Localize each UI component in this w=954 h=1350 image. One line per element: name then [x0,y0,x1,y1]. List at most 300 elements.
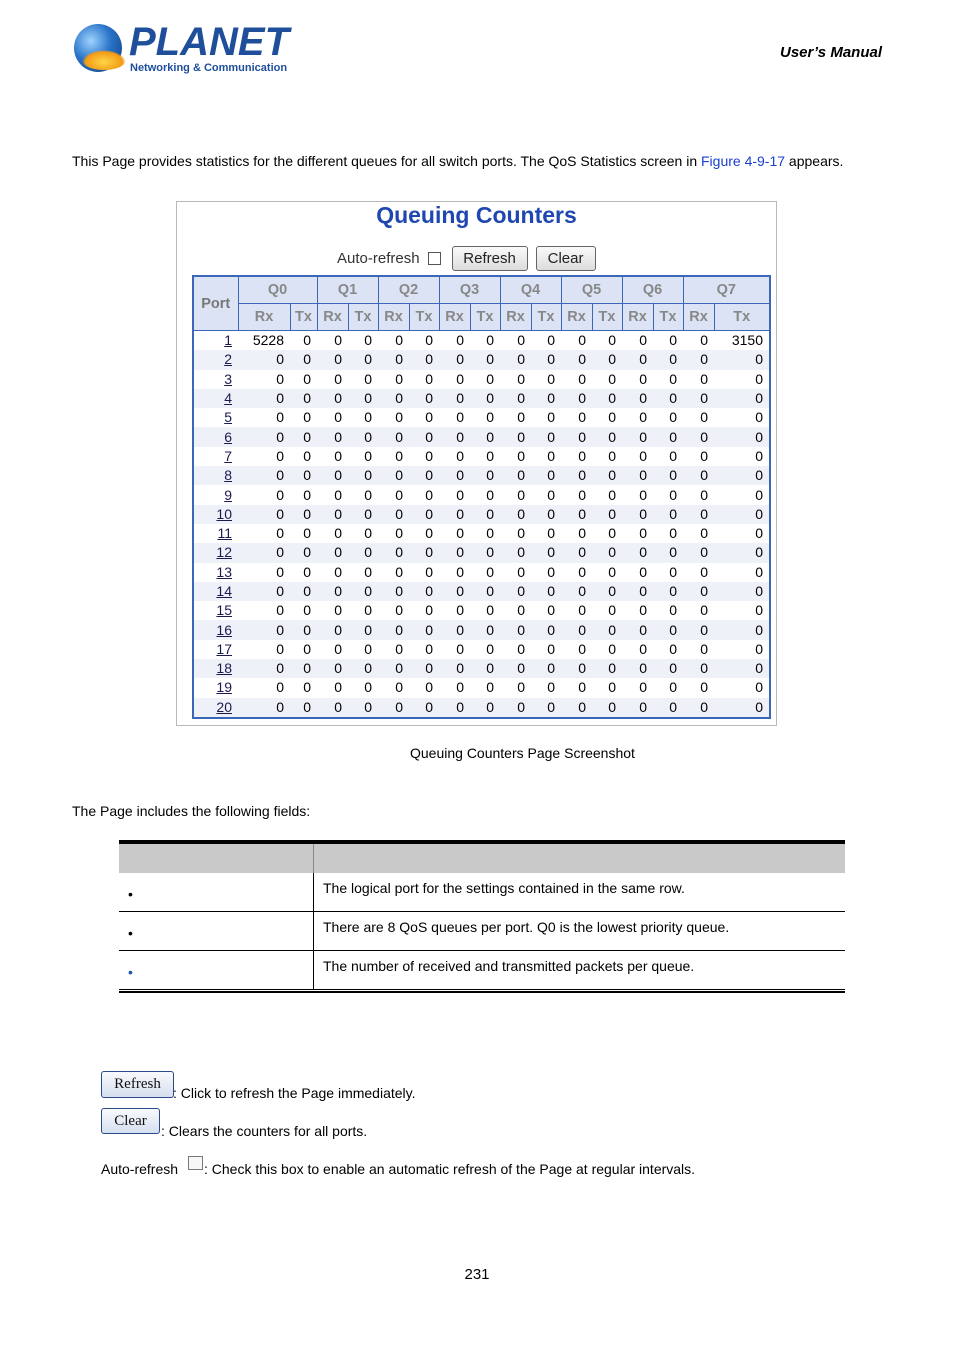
port-link[interactable]: 12 [216,544,232,561]
tx-value: 0 [348,485,378,504]
rx-value: 0 [238,563,290,582]
tx-header: Tx [653,304,683,331]
rx-value: 0 [317,350,348,369]
tx-value: 0 [409,543,439,562]
rx-value: 0 [561,370,592,389]
port-link[interactable]: 17 [216,640,232,657]
tx-value: 0 [290,408,317,427]
rx-value: 0 [500,447,531,466]
port-link[interactable]: 1 [224,332,232,349]
help-auto-refresh-label: Auto-refresh [101,1161,179,1177]
rx-value: 0 [378,505,409,524]
rx-value: 0 [238,640,290,659]
tx-value: 0 [592,370,622,389]
tx-value: 0 [409,563,439,582]
rx-value: 0 [439,524,470,543]
table-row [193,698,770,718]
tx-value: 0 [409,659,439,678]
tx-header: Tx [409,304,439,331]
panel-controls [337,245,604,271]
rx-value: 0 [683,427,714,446]
tx-value: 0 [290,698,317,718]
rx-value: 0 [378,389,409,408]
table-row [193,563,770,582]
rx-value: 0 [317,505,348,524]
rx-value: 0 [317,678,348,697]
rx-value: 0 [378,331,409,351]
rx-value: 0 [317,601,348,620]
tx-value: 0 [714,370,770,389]
rx-value: 0 [439,447,470,466]
manual-label: User’s Manual [780,44,882,61]
rx-value: 0 [317,698,348,718]
tx-value: 0 [653,563,683,582]
port-link[interactable]: 6 [224,428,232,445]
port-link[interactable]: 5 [224,409,232,426]
port-cell [193,505,238,524]
port-cell [193,678,238,697]
tx-value: 0 [714,466,770,485]
rx-value: 0 [238,698,290,718]
queue-header: Q0 [238,276,317,304]
tx-value: 0 [653,582,683,601]
tx-header: Tx [470,304,500,331]
rx-value: 0 [683,698,714,718]
help-clear-button[interactable]: Clear [101,1108,160,1134]
rx-value: 0 [561,389,592,408]
table-row [193,408,770,427]
port-link[interactable]: 8 [224,467,232,484]
tx-value: 0 [592,640,622,659]
tx-value: 0 [470,331,500,351]
tx-value: 0 [714,678,770,697]
tx-header: Tx [290,304,317,331]
rx-value: 0 [622,331,653,351]
help-auto-refresh-checkbox[interactable] [188,1156,203,1170]
clear-button[interactable]: Clear [536,246,596,271]
tx-value: 0 [470,350,500,369]
rx-value: 0 [378,659,409,678]
tx-value: 0 [290,543,317,562]
help-clear-text: : Clears the counters for all ports. [161,1123,368,1139]
port-link[interactable]: 3 [224,370,232,387]
auto-refresh-label: Auto-refresh [337,249,420,267]
tx-value: 0 [409,331,439,351]
port-link[interactable]: 20 [216,698,232,715]
tx-value: 0 [348,620,378,639]
rx-value: 0 [622,698,653,718]
field-description: The logical port for the settings contained in the same row. [323,880,685,896]
port-link[interactable]: 7 [224,447,232,464]
rx-value: 0 [238,543,290,562]
table-row [193,620,770,639]
tx-value: 0 [290,427,317,446]
tx-value: 0 [470,466,500,485]
tx-value: 0 [409,524,439,543]
rx-value: 0 [439,620,470,639]
intro-paragraph [72,153,843,169]
rx-value: 0 [500,505,531,524]
port-link[interactable]: 13 [216,563,232,580]
port-cell [193,408,238,427]
port-link[interactable]: 16 [216,621,232,638]
tx-value: 0 [592,427,622,446]
rx-value: 0 [500,659,531,678]
tx-value: 0 [290,466,317,485]
tx-value: 0 [470,447,500,466]
tx-value: 0 [714,427,770,446]
rx-value: 0 [439,543,470,562]
tx-value: 0 [348,698,378,718]
tx-value: 0 [592,563,622,582]
rx-value: 0 [378,640,409,659]
rx-value: 0 [378,620,409,639]
rx-value: 0 [317,485,348,504]
swoosh-icon [82,50,126,70]
field-object-cell [119,873,314,911]
port-cell [193,485,238,504]
rx-value: 0 [238,659,290,678]
rx-value: 0 [378,485,409,504]
tx-value: 0 [714,543,770,562]
rx-value: 0 [317,370,348,389]
rx-value: 0 [378,427,409,446]
tx-value: 0 [653,678,683,697]
rx-value: 0 [622,601,653,620]
tx-value: 0 [290,370,317,389]
tx-value: 0 [592,350,622,369]
field-row [119,912,845,951]
port-link[interactable]: 14 [216,583,232,599]
rx-value: 0 [439,659,470,678]
rx-value: 0 [683,543,714,562]
rx-value: 0 [622,350,653,369]
tx-value: 0 [409,505,439,524]
rx-value: 0 [439,582,470,601]
tx-value: 0 [592,466,622,485]
table-row [193,466,770,485]
rx-value: 0 [683,389,714,408]
tx-value: 0 [531,659,561,678]
tx-value: 0 [531,485,561,504]
tx-value: 0 [714,350,770,369]
tx-value: 0 [409,640,439,659]
tx-header: Tx [531,304,561,331]
tx-value: 0 [409,466,439,485]
tx-value: 0 [714,582,770,601]
rx-value: 0 [317,659,348,678]
rx-value: 0 [378,698,409,718]
tx-value: 0 [592,524,622,543]
port-cell [193,582,238,601]
rx-value: 0 [622,524,653,543]
table-row [193,427,770,446]
tx-value: 0 [409,582,439,601]
rx-value: 0 [378,350,409,369]
table-row [193,331,770,351]
tx-value: 0 [348,408,378,427]
tx-value: 0 [653,505,683,524]
figure-link[interactable]: Figure 4-9-17 [701,153,786,169]
rx-value: 0 [683,640,714,659]
rx-value: 0 [622,563,653,582]
tx-value: 0 [653,408,683,427]
tx-value: 0 [290,601,317,620]
rx-value: 0 [238,408,290,427]
tx-value: 0 [653,389,683,408]
rx-value: 0 [561,524,592,543]
tx-value: 0 [470,389,500,408]
tx-value: 0 [531,466,561,485]
tx-value: 0 [653,543,683,562]
rx-value: 0 [561,640,592,659]
queue-header: Q4 [500,276,561,304]
tx-value: 0 [470,408,500,427]
rx-value: 0 [622,466,653,485]
rx-value: 0 [317,543,348,562]
rx-value: 0 [561,659,592,678]
tx-value: 0 [592,408,622,427]
tx-value: 0 [470,543,500,562]
tx-value: 0 [531,524,561,543]
tx-value: 0 [531,620,561,639]
tx-header: Tx [714,304,770,331]
port-cell [193,447,238,466]
tx-value: 0 [348,447,378,466]
queue-header: Q3 [439,276,500,304]
tx-value: 0 [531,331,561,351]
port-cell [193,698,238,718]
port-link[interactable]: 18 [216,660,232,677]
rx-value: 0 [683,408,714,427]
port-link[interactable]: 11 [217,525,232,542]
tx-value: 0 [290,620,317,639]
tx-value: 0 [290,563,317,582]
rx-value: 0 [238,485,290,504]
rx-value: 0 [500,408,531,427]
queue-header: Q5 [561,276,622,304]
tx-value: 0 [348,427,378,446]
rx-value: 0 [561,678,592,697]
rx-value: 0 [622,620,653,639]
port-cell [193,563,238,582]
tx-value: 0 [714,640,770,659]
rx-header: Rx [622,304,653,331]
rx-value: 0 [317,640,348,659]
fields-intro: The Page includes the following fields: [72,803,311,819]
port-cell [193,659,238,678]
rx-value: 0 [500,640,531,659]
rx-value: 0 [561,466,592,485]
tx-value: 0 [592,389,622,408]
figure-caption: Queuing Counters Page Screenshot [410,745,635,761]
rx-value: 0 [317,331,348,351]
rx-header: Rx [317,304,348,331]
rx-value: 0 [500,601,531,620]
tx-value: 0 [290,331,317,351]
rx-value: 0 [439,698,470,718]
port-link[interactable]: 4 [224,390,232,407]
port-cell [193,466,238,485]
port-link[interactable]: 15 [216,602,232,619]
help-refresh-button[interactable]: Refresh [101,1071,174,1098]
port-link[interactable]: 2 [224,351,232,368]
port-cell [193,620,238,639]
tx-value: 0 [290,678,317,697]
rx-value: 0 [683,620,714,639]
tx-value: 0 [531,389,561,408]
tx-value: 0 [348,640,378,659]
rx-value: 0 [500,370,531,389]
rx-value: 0 [378,678,409,697]
tx-value: 0 [470,640,500,659]
table-bottom-rule [119,991,845,993]
intro-text-after: appears. [785,153,844,169]
rx-value: 0 [500,582,531,601]
table-row [193,389,770,408]
rx-value: 0 [622,582,653,601]
tx-value: 0 [653,620,683,639]
rx-value: 0 [561,505,592,524]
queuing-counters-table [192,275,771,719]
port-header: Port [193,276,238,331]
rx-value: 0 [378,466,409,485]
logo-text: PLANET [129,20,289,64]
port-cell [193,524,238,543]
tx-value: 0 [470,620,500,639]
queue-header: Q2 [378,276,439,304]
tx-value: 0 [653,601,683,620]
rx-value: 0 [622,370,653,389]
tx-value: 0 [348,505,378,524]
rx-value: 0 [500,543,531,562]
rx-header: Rx [238,304,290,331]
tx-value: 0 [290,640,317,659]
tx-value: 0 [470,485,500,504]
tx-value: 0 [290,524,317,543]
rx-header: Rx [439,304,470,331]
tx-value: 0 [409,427,439,446]
rx-value: 0 [500,389,531,408]
tx-value: 0 [348,659,378,678]
tx-value: 0 [653,485,683,504]
rx-value: 0 [683,505,714,524]
tx-value: 0 [470,370,500,389]
help-auto-refresh-text: : Check this box to enable an automatic refresh of the Page at regular intervals. [204,1161,696,1177]
tx-value: 0 [531,543,561,562]
field-object-cell [119,951,314,989]
tx-value: 0 [531,427,561,446]
tx-header: Tx [592,304,622,331]
tx-value: 0 [531,582,561,601]
tx-value: 0 [714,659,770,678]
port-link[interactable]: 9 [224,486,232,503]
tx-value: 0 [290,505,317,524]
tx-value: 0 [470,678,500,697]
tx-value: 0 [409,620,439,639]
rx-value: 0 [238,524,290,543]
table-row [193,659,770,678]
tx-value: 0 [348,331,378,351]
auto-refresh-checkbox[interactable] [428,252,441,265]
table-row [193,350,770,369]
tx-value: 0 [348,582,378,601]
table-row [193,601,770,620]
rx-value: 0 [238,620,290,639]
tx-value: 0 [348,543,378,562]
rx-value: 0 [683,370,714,389]
tx-value: 0 [290,582,317,601]
bullet: • [128,886,133,902]
table-row [193,485,770,504]
tx-value: 0 [290,485,317,504]
rx-value: 0 [561,582,592,601]
tx-value: 0 [592,447,622,466]
rx-value: 0 [683,563,714,582]
tx-value: 0 [348,466,378,485]
table-row [193,524,770,543]
tx-value: 0 [653,331,683,351]
tx-value: 0 [348,563,378,582]
queue-header: Q1 [317,276,378,304]
rx-header: Rx [378,304,409,331]
tx-value: 0 [653,370,683,389]
tx-value: 0 [531,640,561,659]
port-cell [193,543,238,562]
tx-value: 0 [714,485,770,504]
port-cell [193,331,238,351]
rx-value: 0 [439,485,470,504]
tx-value: 0 [470,601,500,620]
tx-value: 0 [348,370,378,389]
tx-value: 0 [714,505,770,524]
tx-value: 0 [592,678,622,697]
rx-value: 0 [622,659,653,678]
tx-value: 0 [592,485,622,504]
rx-value: 0 [378,563,409,582]
tx-value: 0 [531,698,561,718]
port-link[interactable]: 19 [216,679,232,696]
tx-value: 0 [409,408,439,427]
field-row [119,951,845,990]
rx-value: 0 [622,543,653,562]
bullet: • [128,925,133,941]
tx-value: 0 [714,563,770,582]
tx-value: 0 [290,350,317,369]
tx-value: 0 [290,447,317,466]
rx-value: 0 [317,620,348,639]
rx-value: 0 [683,582,714,601]
rx-value: 0 [238,678,290,697]
port-link[interactable]: 10 [216,505,232,522]
tx-value: 0 [714,447,770,466]
table-row [193,678,770,697]
tx-value: 0 [592,331,622,351]
tx-value: 0 [348,389,378,408]
tx-value: 0 [714,698,770,718]
table-row [193,543,770,562]
rx-value: 0 [500,678,531,697]
rx-value: 0 [238,601,290,620]
refresh-button[interactable]: Refresh [452,246,528,271]
rx-value: 0 [622,408,653,427]
rx-value: 0 [439,466,470,485]
rx-value: 0 [238,466,290,485]
tx-value: 0 [592,698,622,718]
tx-value: 0 [348,678,378,697]
tx-value: 0 [470,563,500,582]
rx-value: 0 [238,447,290,466]
